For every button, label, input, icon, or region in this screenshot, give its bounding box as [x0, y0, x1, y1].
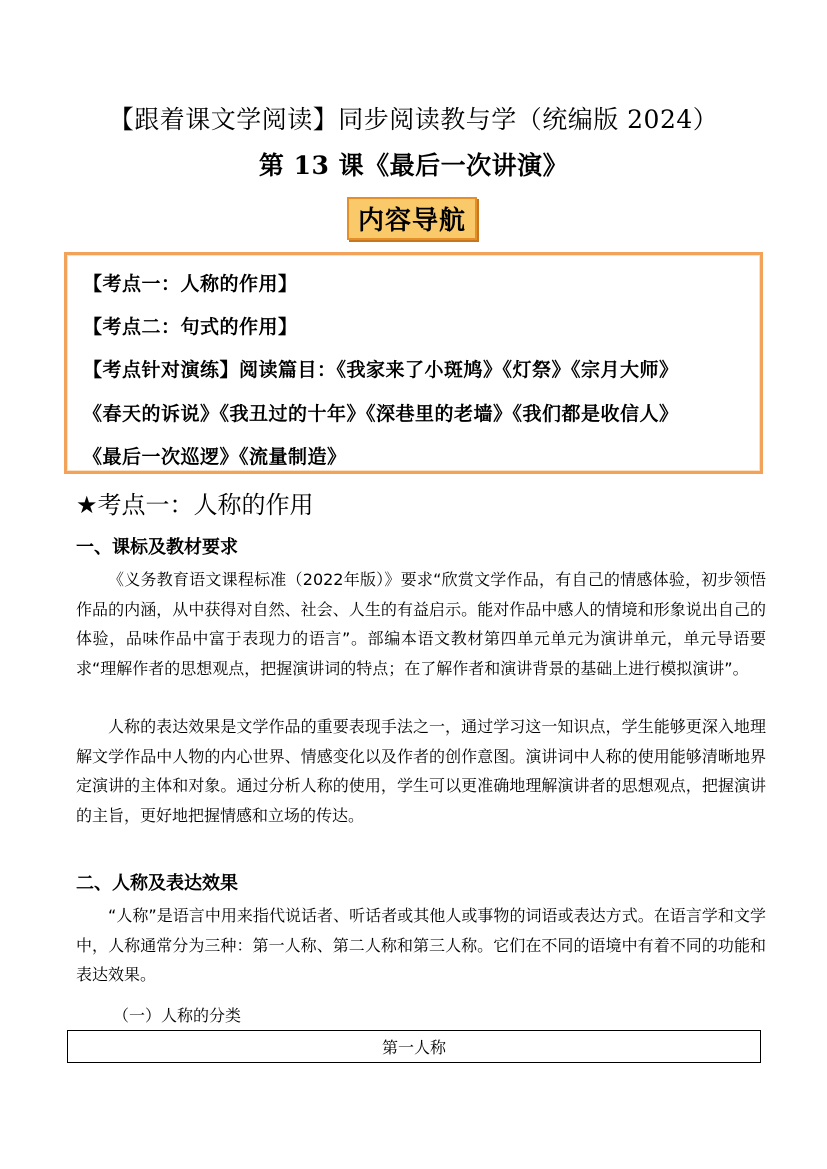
section-heading: ★考点一：人称的作用 [76, 491, 314, 519]
document-title: 【跟着课文学阅读】同步阅读教与学（统编版 2024） [108, 105, 719, 134]
paragraph-person-definition: “人称”是语言中用来指代说话者、听话者或其他人或事物的词语或表达方式。在语言学和文学中，人称通常分为三种：第一人称、第二人称和第三人称。它们在不同的语境中有着不同的功能和表达效果。 [76, 906, 766, 984]
content-navigation-box [64, 252, 763, 474]
nav-item-point-one: 【考点一：人称的作用】 [83, 273, 298, 295]
subheading-curriculum: 一、课标及教材要求 [76, 537, 238, 558]
subheading-person-effect: 二、人称及表达效果 [76, 873, 238, 894]
subheading-classification: （一）人称的分类 [113, 1006, 242, 1025]
nav-item-practice: 【考点针对演练】阅读篇目：《我家来了小斑鸠》《灯祭》《宗月大师》 [83, 359, 679, 381]
lesson-title: 第 13 课《最后一次讲演》 [258, 151, 569, 180]
content-navigation-badge: 内容导航 [347, 197, 477, 240]
table-header-cell: 第一人称 [67, 1030, 761, 1063]
nav-item-reading-list: 《春天的诉说》《我丑过的十年》《深巷里的老墙》《我们都是收信人》 [83, 403, 679, 425]
paragraph-effect: 人称的表达效果是文学作品的重要表现手法之一，通过学习这一知识点，学生能够更深入地理解文学作品中人物的内心世界、情感变化以及作者的创作意图。演讲词中人称的使用能够清晰地界定演讲的主体和对象。通过分析人称的使用，学生可以更准确地理解演讲者的思想观点，把握演讲的主旨，更好地把握情感和立场的传达。 [76, 717, 766, 825]
nav-item-reading-list-cont: 《最后一次巡逻》《流量制造》 [83, 446, 347, 468]
nav-item-point-two: 【考点二：句式的作用】 [83, 316, 298, 338]
paragraph-curriculum: 《义务教育语文课程标准（2022年版）》要求“欣赏文学作品，有自己的情感体验，初步领悟作品的内涵，从中获得对自然、社会、人生的有益启示。能对作品中感人的情境和形象说出自己的体验，品味作品中富于表现力的语言”。部编本语文教材第四单元单元为演讲单元，单元导语要求“理解作者的思想观点，把握演讲词的特点；在了解作者和演讲背景的基础上进行模拟演讲”。 [76, 570, 766, 678]
